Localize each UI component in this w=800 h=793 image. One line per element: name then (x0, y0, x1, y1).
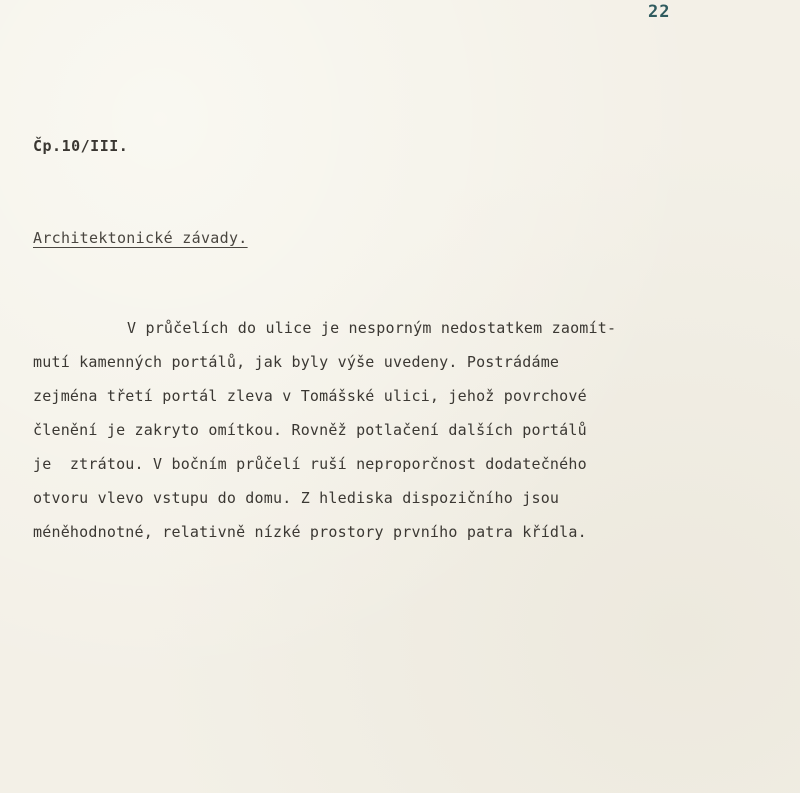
paragraph-line: V průčelích do ulice je nesporným nedostatkem zaomít- (127, 319, 617, 337)
paragraph-line: méněhodnotné, relativně nízké prostory prvního patra křídla. (33, 523, 587, 541)
section-heading: Architektonické závady. (33, 229, 248, 247)
body-paragraph (33, 311, 783, 549)
page-number: 22 (648, 2, 671, 22)
building-reference: Čp.10/III. (33, 137, 129, 155)
paragraph-line: je ztrátou. V bočním průčelí ruší neproporčnost dodatečného (33, 455, 587, 473)
paragraph-line: zejména třetí portál zleva v Tomášské ulici, jehož povrchové (33, 387, 587, 405)
paragraph-line: otvoru vlevo vstupu do domu. Z hlediska dispozičního jsou (33, 489, 560, 507)
paragraph-line: členění je zakryto omítkou. Rovněž potlačení dalších portálů (33, 421, 587, 439)
paragraph-line: mutí kamenných portálů, jak byly výše uvedeny. Postrádáme (33, 353, 560, 371)
